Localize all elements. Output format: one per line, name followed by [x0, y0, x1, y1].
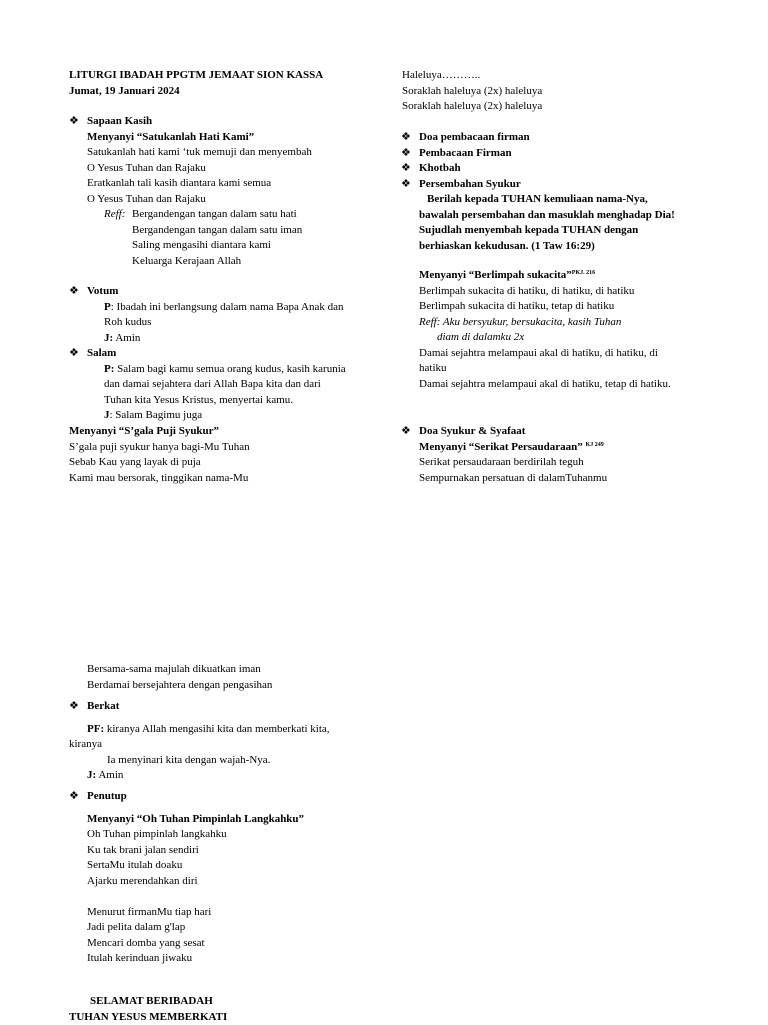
document-title: LITURGI IBADAH PPGTM JEMAAT SION KASSA — [69, 68, 323, 84]
berkat-j-line: J: Amin — [69, 768, 369, 784]
sgala-section — [69, 424, 250, 486]
persembahan-text-line: Sujudlah menyembah kepada TUHAN dengan — [419, 223, 675, 239]
berlimpah-reff-line-2: diam di dalamku 2x — [419, 330, 671, 346]
berlimpah-reff-line: Reff: Aku bersyukur, bersukacita, kasih Tuhan — [419, 315, 671, 331]
sapaan-heading: ❖ Sapaan Kasih — [87, 114, 312, 130]
sapaan-verse-line: Satukanlah hati kami ‘tuk memuji dan menyembah — [87, 145, 312, 161]
persembahan-text-line: bawalah persembahan dan masuklah menghadap Dia! — [419, 208, 675, 224]
reff-label: Reff: — [104, 207, 132, 223]
penutup-verse-line: SertaMu itulah doaku — [69, 858, 304, 874]
bullet-diamond-icon: ❖ — [401, 146, 411, 162]
pembacaan-heading: ❖ Pembacaan Firman — [419, 146, 675, 162]
berlimpah-line: hatiku — [419, 361, 671, 377]
berlimpah-ref: PKJ. 216 — [572, 270, 595, 276]
doa-firman-heading: ❖ Doa pembacaan firman — [419, 130, 675, 146]
sapaan-reff-line: Keluarga Kerajaan Allah — [87, 254, 312, 270]
berkat-heading: ❖ Berkat — [69, 699, 369, 715]
penutup-heading: ❖ Penutup — [69, 789, 304, 805]
berkat-pf-line: PF: kiranya Allah mengasihi kita dan memberkati kita, — [69, 722, 369, 738]
berkat-section — [69, 699, 369, 784]
persembahan-text-line: Berilah kepada TUHAN kemuliaan nama-Nya, — [419, 192, 675, 208]
serikat-cont-line: Bersama-sama majulah dikuatkan iman — [87, 662, 272, 678]
persembahan-text-line: berhiaskan kekudusan. (1 Taw 16:29) — [419, 239, 675, 255]
liturgy-header — [69, 68, 323, 99]
sapaan-reff-line: Saling mengasihi diantara kami — [87, 238, 312, 254]
lower-serikat-lines — [87, 662, 272, 693]
bullet-diamond-icon: ❖ — [69, 114, 79, 130]
penutup-verse-line: Mencari domba yang sesat — [69, 936, 304, 952]
sgala-line: Sebab Kau yang layak di puja — [69, 455, 250, 471]
haleluya-line: Soraklah haleluya (2x) haleluya — [402, 99, 542, 115]
persembahan-heading: ❖ Persembahan Syukur — [419, 177, 675, 193]
closing-line-1: SELAMAT BERIBADAH — [69, 994, 227, 1010]
penutup-verse-line: Jadi pelita dalam g'lap — [69, 920, 304, 936]
votum-section — [87, 284, 346, 424]
penutup-verse-line: Ku tak brani jalan sendiri — [69, 843, 304, 859]
salam-heading: ❖ Salam — [87, 346, 346, 362]
penutup-verse-line: Oh Tuhan pimpinlah langkahku — [69, 827, 304, 843]
closing-footer — [69, 994, 227, 1025]
bullet-diamond-icon: ❖ — [401, 161, 411, 177]
salam-j-line: J: Salam Bagimu juga — [87, 408, 346, 424]
sapaan-verse-line: Eratkanlah tali kasih diantara kami semua — [87, 176, 312, 192]
sapaan-reff-line: Reff: Bergandengan tangan dalam satu hati — [87, 207, 312, 223]
votum-heading: ❖ Votum — [87, 284, 346, 300]
penutup-verse-line: Menurut firmanMu tiap hari — [69, 905, 304, 921]
document-date: Jumat, 19 Januari 2024 — [69, 84, 323, 100]
bullet-diamond-icon: ❖ — [69, 346, 79, 362]
sapaan-verse-line: O Yesus Tuhan dan Rajaku — [87, 192, 312, 208]
sgala-line: S’gala puji syukur hanya bagi-Mu Tuhan — [69, 440, 250, 456]
sapaan-song-title: Menyanyi “Satukanlah Hati Kami” — [87, 130, 312, 146]
votum-p-line: P: Ibadah ini berlangsung dalam nama Bapa Anak dan — [87, 300, 346, 316]
sapaan-section — [87, 114, 312, 269]
salam-p-line-2: dan damai sejahtera dari Allah Bapa kita dan dari — [87, 377, 346, 393]
haleluya-line: Haleluya……….. — [402, 68, 542, 84]
berlimpah-song-title: Menyanyi “Berlimpah sukacita”$^{PKJ. 216}$ — [419, 268, 671, 284]
doa-syukur-section — [419, 424, 607, 486]
berkat-pf-line-3: Ia menyinari kita dengan wajah-Nya. — [69, 753, 369, 769]
sapaan-verse-line: O Yesus Tuhan dan Rajaku — [87, 161, 312, 177]
bullet-diamond-icon: ❖ — [401, 424, 411, 440]
firman-sections — [419, 130, 675, 254]
sgala-song-title: Menyanyi “S’gala Puji Syukur” — [69, 424, 250, 440]
berlimpah-line: Damai sejahtra melampaui akal di hatiku, di hatiku, di — [419, 346, 671, 362]
serikat-cont-line: Berdamai bersejahtera dengan pengasihan — [87, 678, 272, 694]
bullet-diamond-icon: ❖ — [401, 130, 411, 146]
penutup-section — [69, 789, 304, 967]
penutup-song-title: Menyanyi “Oh Tuhan Pimpinlah Langkahku” — [69, 812, 304, 828]
votum-p-line-2: Roh kudus — [87, 315, 346, 331]
haleluya-block — [402, 68, 542, 115]
bullet-diamond-icon: ❖ — [69, 284, 79, 300]
penutup-verse-line: Ajarku merendahkan diri — [69, 874, 304, 890]
sapaan-reff-line: Bergandengan tangan dalam satu iman — [87, 223, 312, 239]
haleluya-line: Soraklah haleluya (2x) haleluya — [402, 84, 542, 100]
berlimpah-line: Damai sejahtra melampaui akal di hatiku, tetap di hatiku. — [419, 377, 671, 393]
serikat-line: Sempurnakan persatuan di dalamTuhanmu — [419, 471, 607, 487]
serikat-ref: KJ 249 — [586, 442, 604, 448]
serikat-song-title: Menyanyi “Serikat Persaudaraan” $^{KJ 249}$ — [419, 440, 607, 456]
doa-syukur-heading: ❖ Doa Syukur & Syafaat — [419, 424, 607, 440]
berlimpah-line: Berlimpah sukacita di hatiku, tetap di hatiku — [419, 299, 671, 315]
sgala-line: Kami mau bersorak, tinggikan nama-Mu — [69, 471, 250, 487]
khotbah-heading: ❖ Khotbah — [419, 161, 675, 177]
bullet-diamond-icon: ❖ — [69, 789, 79, 805]
votum-j-line: J: Amin — [87, 331, 346, 347]
berlimpah-line: Berlimpah sukacita di hatiku, di hatiku, di hatiku — [419, 284, 671, 300]
serikat-line: Serikat persaudaraan berdirilah teguh — [419, 455, 607, 471]
penutup-verse-line: Itulah kerinduan jiwaku — [69, 951, 304, 967]
bullet-diamond-icon: ❖ — [401, 177, 411, 193]
closing-line-2: TUHAN YESUS MEMBERKATI — [69, 1010, 227, 1025]
salam-p-line-3: Tuhan kita Yesus Kristus, menyertai kamu. — [87, 393, 346, 409]
bullet-diamond-icon: ❖ — [69, 699, 79, 715]
berlimpah-section — [419, 268, 671, 392]
salam-p-line: P: Salam bagi kamu semua orang kudus, kasih karunia — [87, 362, 346, 378]
berkat-pf-line-2: kiranya — [69, 737, 369, 753]
